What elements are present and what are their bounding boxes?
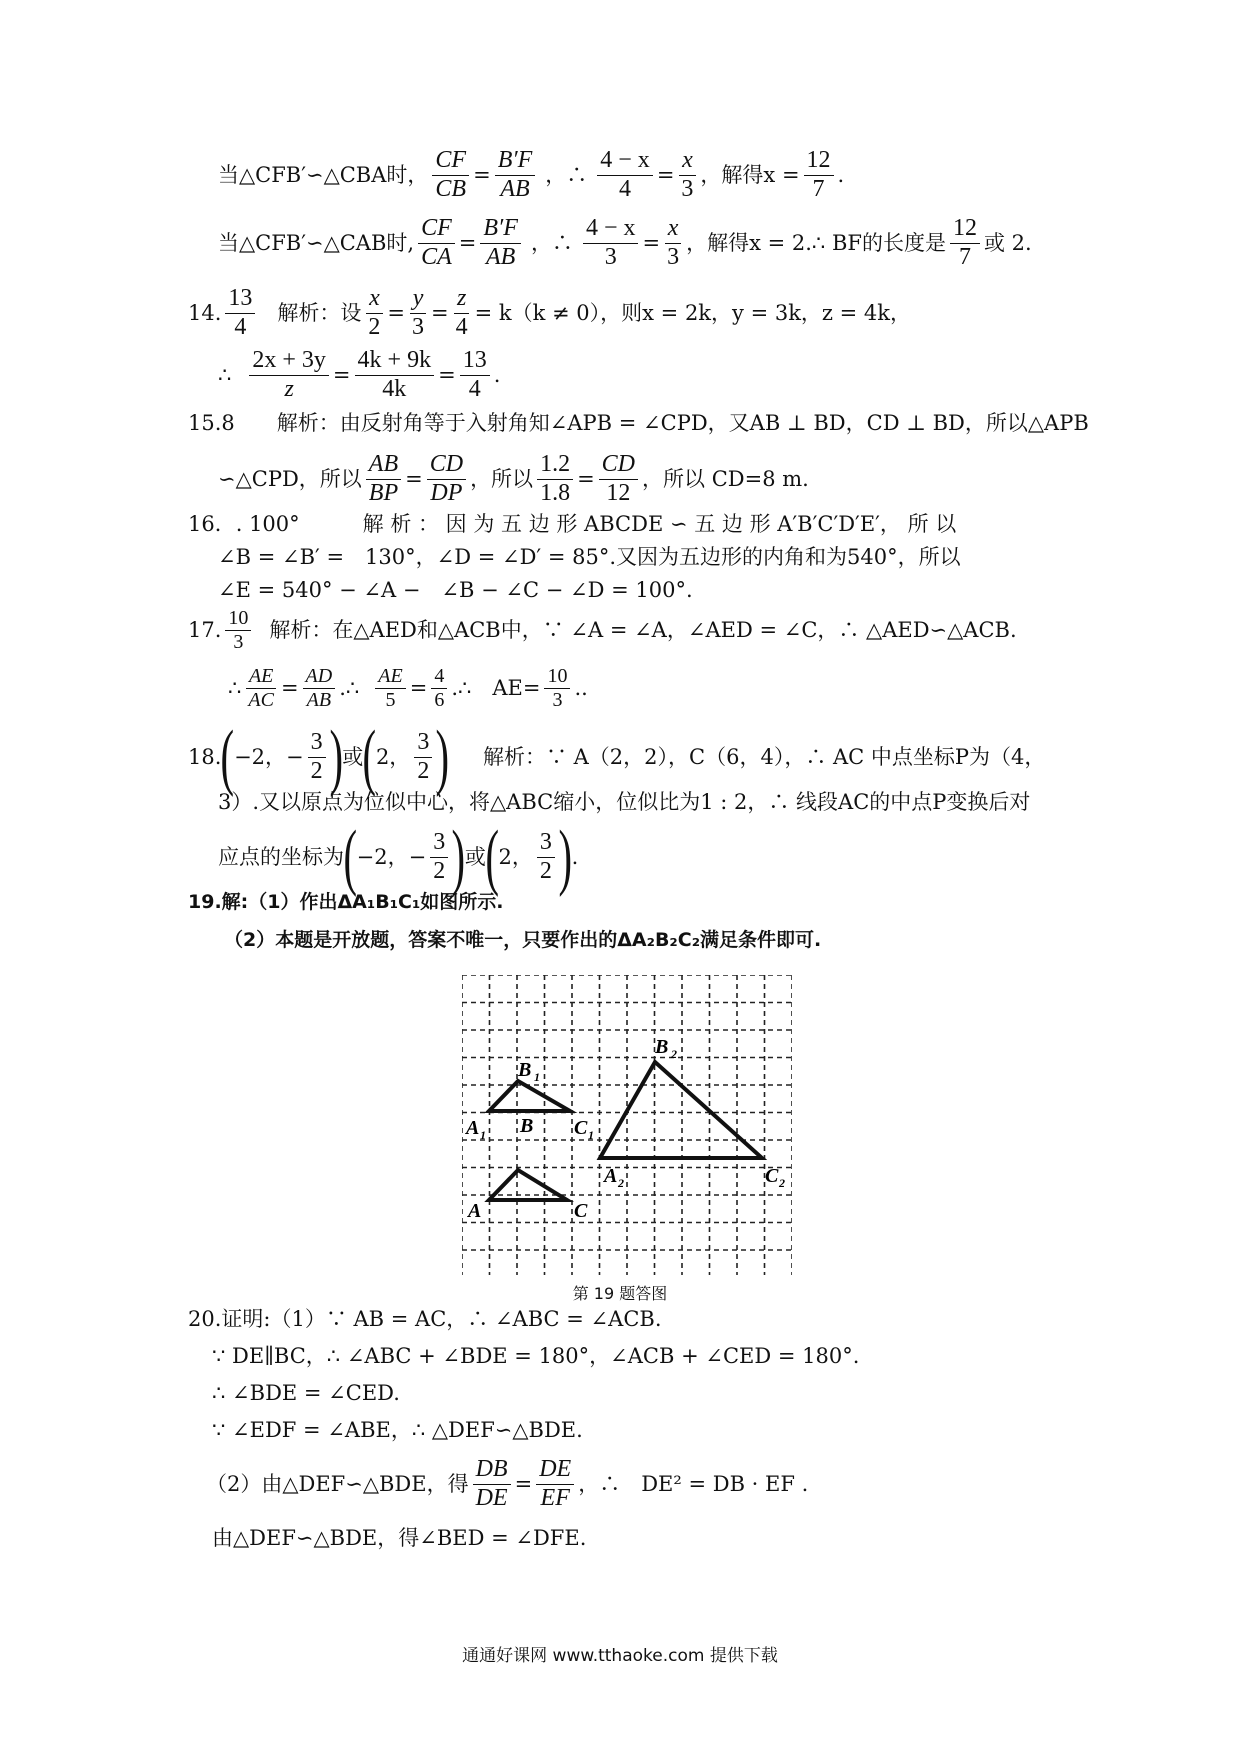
equals: = (514, 1471, 533, 1496)
text-line (218, 347, 500, 403)
equals: = (280, 676, 299, 700)
text: 当△CFB′∽△CAB时, (218, 230, 415, 255)
text-line (218, 816, 579, 898)
text-line (188, 716, 1046, 798)
right-paren: ) (435, 716, 450, 798)
equals: = (642, 230, 661, 255)
left-paren: ( (220, 716, 235, 798)
label-c: C (574, 1200, 588, 1222)
fraction: $\frac{2x + 3y}{z}$ (249, 347, 329, 403)
text-line (188, 893, 504, 912)
fraction: $\frac{3}{2}$ (537, 829, 555, 885)
text: 2， (375, 744, 411, 769)
label-c2: C (765, 1165, 779, 1187)
text: 2， (498, 844, 533, 869)
fraction: $\frac{1.2}{1.8}$ (537, 451, 573, 507)
text-line (212, 1346, 859, 1367)
right-paren: ) (451, 816, 466, 898)
text: ∴ (218, 362, 232, 387)
fraction: $\frac{12}{7}$ (950, 215, 980, 271)
text-line (218, 215, 1032, 271)
fraction: $\frac{z}{4}$ (455, 285, 468, 340)
text: ∽△CPD，所以 (218, 466, 362, 491)
text: ，∴ (545, 162, 588, 187)
text: （2）由△DEF∽△BDE，得 (206, 1471, 469, 1496)
fraction: $\frac{3}{2}$ (430, 829, 448, 885)
text: ∠B = ∠B′ = 130°，∠D = ∠D′ = 85°.又因为五边形的内角和为540°，所以 (218, 545, 961, 569)
equals: = (458, 230, 477, 255)
label-c1-sub: 1 (588, 1128, 594, 1142)
fraction: $\frac{4}{6}$ (431, 665, 447, 712)
equals: = (431, 300, 449, 325)
fraction: $\frac{12}{7}$ (804, 147, 834, 203)
text: 解析：在△AED和△ACB中，∵ ∠A = ∠A，∠AED = ∠C，∴ △AED∽△ACB. (269, 618, 1017, 642)
fraction: $\frac{AE}{5}$ (375, 665, 405, 712)
label-b2-sub: 2 (671, 1047, 677, 1061)
text: 或 (342, 744, 364, 769)
text-line (224, 931, 821, 950)
text: ∵ DE∥BC，∴ ∠ABC + ∠BDE = 180°，∠ACB + ∠CED = 180°. (212, 1344, 860, 1368)
text: ，所以 (470, 466, 534, 491)
text-line (212, 1383, 400, 1404)
fraction: $\frac{10}{3}$ (544, 665, 570, 712)
label-b1: B (518, 1059, 532, 1081)
grid-figure (462, 975, 792, 1275)
text-line (218, 792, 1030, 813)
left-paren: ( (343, 816, 358, 898)
text: 当△CFB′∽△CBA时， (218, 162, 429, 187)
fraction: $\frac{4 - x}{3}$ (583, 215, 639, 271)
fraction: $\frac{CF}{CA}$ (418, 215, 455, 271)
fraction: $\frac{CD}{DP}$ (427, 451, 466, 507)
text-line (218, 580, 693, 601)
equals: = (405, 466, 423, 491)
text: −2，− (356, 844, 427, 869)
label-c2-sub: 2 (779, 1176, 785, 1190)
text: .∴ AE= (451, 676, 541, 700)
label-a: A (468, 1200, 482, 1222)
label-a2-sub: 2 (618, 1176, 624, 1190)
text: ∴ ∠BDE = ∠CED. (212, 1381, 400, 1405)
text: = k（k ≠ 0），则x = 2k，y = 3k，z = 4k， (474, 300, 912, 325)
text-line (188, 1309, 662, 1330)
text-line (228, 665, 588, 712)
text: . (571, 844, 579, 869)
question-number: 18. (188, 744, 222, 769)
label-c1: C (574, 1117, 588, 1139)
fraction: $\frac{13}{4}$ (225, 285, 255, 341)
text: 19.解:（1）作出ΔA₁B₁C₁如图所示. (188, 891, 504, 913)
fraction: $\frac{B'F}{AB}$ (495, 147, 536, 203)
fraction: $\frac{CF}{CB}$ (432, 147, 469, 203)
text: ，∴ DE² = DB · EF . (578, 1471, 809, 1496)
text: 应点的坐标为 (218, 844, 344, 869)
text-line (218, 147, 844, 203)
text: 15.8 解析：由反射角等于入射角知∠APB = ∠CPD，又AB ⊥ BD，CD ⊥ BD，所以△APB (188, 411, 1089, 435)
fraction: $\frac{AD}{AB}$ (303, 665, 336, 712)
dashed-grid (462, 975, 792, 1275)
text: 16．. 100° 解 析 ： 因 为 五 边 形 ABCDE ∽ 五 边 形 A′B′C′D′E′， 所 以 (188, 512, 957, 536)
label-b1-sub: 1 (534, 1070, 540, 1084)
equals: = (387, 300, 406, 325)
text: . (837, 162, 845, 187)
fraction: $\frac{B'F}{AB}$ (480, 215, 521, 271)
text-line (212, 1420, 583, 1441)
fraction: $\frac{y}{3}$ (409, 285, 427, 341)
text: 解析：∵ A（2，2），C（6，4），∴ AC 中点坐标P为（4， (482, 744, 1046, 769)
text: .. (574, 676, 588, 700)
text: ，解得x = (700, 162, 800, 187)
text: ，所以 CD=8 m. (642, 466, 809, 491)
fraction: $\frac{10}{3}$ (225, 607, 251, 654)
fraction: $\frac{x}{3}$ (664, 215, 682, 271)
fraction: $\frac{13}{4}$ (460, 347, 490, 403)
text: 3）.又以原点为位似中心，将△ABC缩小，位似比为1 : 2，∴ 线段AC的中点P变换后对 (218, 790, 1031, 814)
equals: = (409, 676, 428, 700)
fraction: $\frac{AE}{AC}$ (245, 665, 277, 712)
text: ，∴ (530, 230, 573, 255)
equals: = (438, 362, 456, 387)
fraction: $\frac{CD}{12}$ (599, 451, 638, 507)
text: 或 (464, 844, 486, 869)
text: 由△DEF∽△BDE，得∠BED = ∠DFE. (212, 1526, 587, 1550)
text-line (188, 413, 1089, 434)
text-line (188, 607, 1017, 654)
fraction: $\frac{DB}{DE}$ (473, 1456, 511, 1512)
left-paren: ( (485, 816, 499, 898)
label-a2: A (604, 1165, 618, 1187)
equals: = (332, 362, 351, 387)
equals: = (656, 162, 675, 187)
fraction: $\frac{x}{2}$ (365, 285, 383, 341)
text: 或 2. (983, 230, 1032, 255)
text-line (188, 285, 911, 341)
text: ，解得x = 2.∴ BF的长度是 (686, 230, 946, 255)
text: ∵ ∠EDF = ∠ABE，∴ △DEF∽△BDE. (212, 1418, 583, 1442)
label-b: B (520, 1115, 534, 1137)
question-number: 14. (188, 300, 222, 325)
fraction: $\frac{3}{2}$ (414, 729, 432, 785)
text-line (188, 514, 956, 535)
equals: = (473, 162, 491, 187)
text: ∴ (228, 676, 242, 700)
question-number: 17. (188, 618, 222, 642)
left-paren: ( (362, 716, 377, 798)
text: . (493, 362, 501, 387)
fraction: $\frac{DE}{EF}$ (536, 1456, 574, 1512)
label-b2: B (655, 1036, 669, 1058)
text: −2，− (234, 744, 304, 769)
text-line (218, 451, 809, 507)
label-a1-sub: 1 (480, 1128, 486, 1142)
text-line (218, 547, 961, 568)
right-paren: ) (329, 716, 343, 798)
fraction: $\frac{x}{3}$ (678, 147, 696, 203)
fraction: $\frac{3}{2}$ (308, 729, 326, 785)
equals: = (577, 466, 595, 491)
text-line (212, 1528, 586, 1549)
label-a1: A (466, 1117, 480, 1139)
text: 20.证明:（1）∵ AB = AC，∴ ∠ABC = ∠ACB. (188, 1307, 662, 1331)
figure-caption: 第 19 题答图 (572, 1284, 668, 1303)
fraction: $\frac{AB}{BP}$ (366, 451, 401, 507)
page-footer: 通通好课网 www.tthaoke.com 提供下载 (462, 1646, 778, 1666)
text: .∴ (339, 676, 360, 700)
text: （2）本题是开放题，答案不唯一，只要作出的ΔA₂B₂C₂满足条件即可. (224, 929, 822, 951)
fraction: $\frac{4 - x}{4}$ (597, 147, 653, 203)
fraction: $\frac{4k + 9k}{4k}$ (355, 347, 435, 403)
right-paren: ) (558, 816, 573, 898)
text: 解析：设 (277, 300, 362, 325)
text: ∠E = 540° − ∠A − ∠B − ∠C − ∠D = 100°. (218, 578, 693, 602)
text-line (206, 1456, 808, 1512)
